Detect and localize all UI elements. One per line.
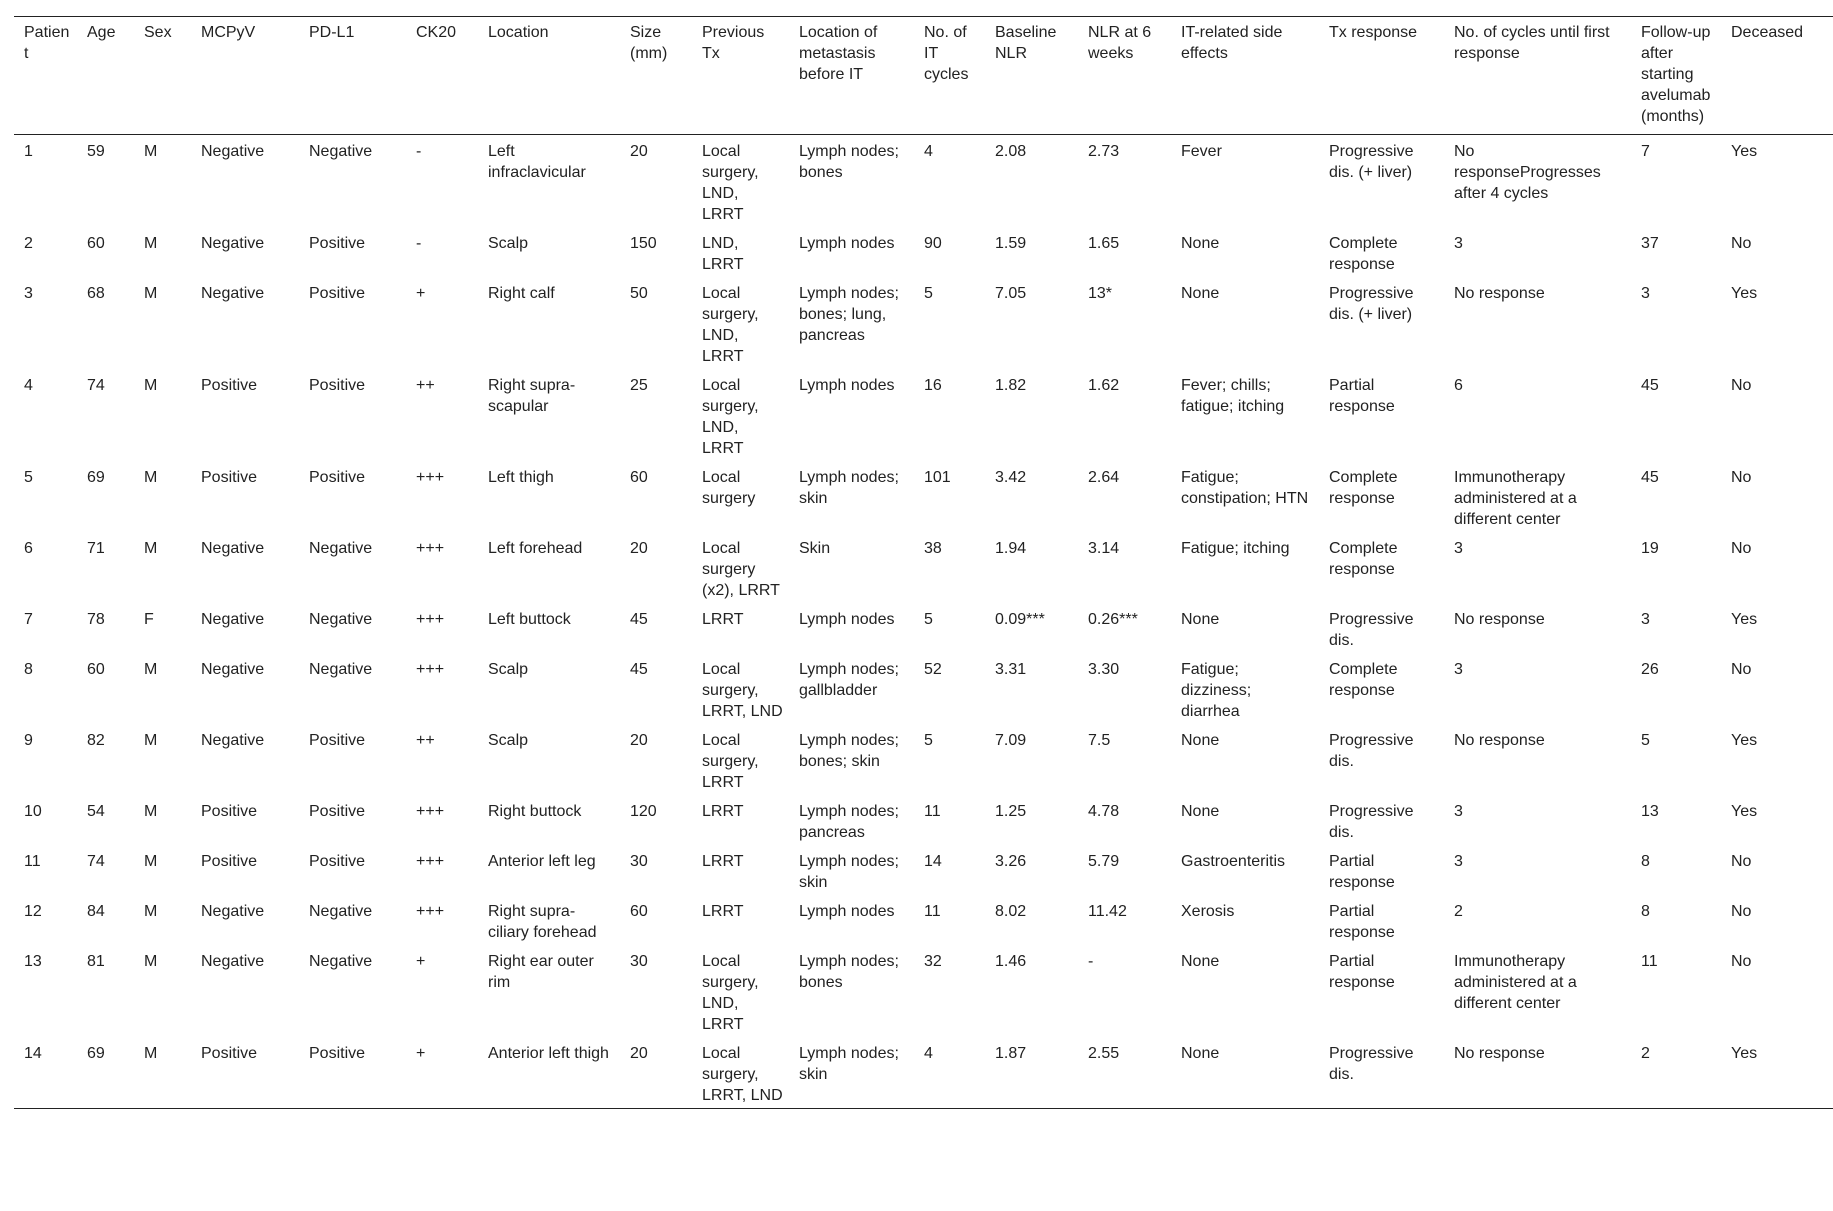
column-header-previous-tx: Previous Tx bbox=[702, 24, 765, 62]
table-cell-size: 20 bbox=[630, 540, 648, 557]
table-cell-deceased: Yes bbox=[1731, 285, 1758, 302]
table-cell-it-cycles: 52 bbox=[924, 661, 942, 678]
table-cell-pd-l1: Negative bbox=[309, 540, 373, 557]
table-cell-pd-l1: Negative bbox=[309, 903, 373, 920]
table-cell-it-cycles: 4 bbox=[924, 143, 933, 160]
table-cell-ck20: +++ bbox=[416, 611, 445, 628]
table-cell-size: 30 bbox=[630, 953, 648, 970]
table-cell-follow-up: 26 bbox=[1641, 661, 1659, 678]
table-cell-previous-tx: Local surgery, LND, LRRT bbox=[702, 143, 759, 223]
table-cell-cycles-first-response: 2 bbox=[1454, 903, 1463, 920]
table-cell-size: 60 bbox=[630, 903, 648, 920]
column-header-cycles-first-response: No. of cycles until first response bbox=[1454, 24, 1610, 62]
table-cell-patient: 14 bbox=[24, 1045, 42, 1062]
table-cell-pd-l1: Negative bbox=[309, 143, 373, 160]
table-cell-baseline-nlr: 3.31 bbox=[995, 661, 1027, 678]
table-cell-tx-response: Partial response bbox=[1329, 377, 1395, 415]
table-cell-age: 74 bbox=[87, 377, 105, 394]
table-cell-follow-up: 8 bbox=[1641, 853, 1650, 870]
table-cell-nlr-6-weeks: 4.78 bbox=[1088, 803, 1120, 820]
table-cell-baseline-nlr: 8.02 bbox=[995, 903, 1027, 920]
table-cell-metastasis-location: Lymph nodes; skin bbox=[799, 469, 899, 507]
table-cell-patient: 8 bbox=[24, 661, 33, 678]
table-cell-previous-tx: Local surgery, LND, LRRT bbox=[702, 377, 759, 457]
table-cell-baseline-nlr: 3.42 bbox=[995, 469, 1027, 486]
table-cell-location: Scalp bbox=[488, 732, 529, 749]
table-cell-ck20: + bbox=[416, 285, 426, 302]
table-row bbox=[14, 845, 1833, 895]
table-cell-previous-tx: Local surgery (x2), LRRT bbox=[702, 540, 780, 599]
table-cell-side-effects: Fever bbox=[1181, 143, 1222, 160]
table-cell-deceased: No bbox=[1731, 953, 1752, 970]
table-cell-deceased: Yes bbox=[1731, 143, 1758, 160]
table-cell-side-effects: Xerosis bbox=[1181, 903, 1235, 920]
table-cell-cycles-first-response: No response bbox=[1454, 285, 1545, 302]
table-cell-follow-up: 5 bbox=[1641, 732, 1650, 749]
patient-table-container bbox=[14, 16, 1833, 1109]
table-cell-mcpyv: Positive bbox=[201, 853, 258, 870]
table-cell-previous-tx: Local surgery, LRRT, LND bbox=[702, 1045, 783, 1104]
table-cell-side-effects: Gastroenteritis bbox=[1181, 853, 1286, 870]
table-cell-location: Left thigh bbox=[488, 469, 554, 486]
table-cell-side-effects: Fatigue; itching bbox=[1181, 540, 1290, 557]
table-cell-cycles-first-response: No responseProgresses after 4 cycles bbox=[1454, 143, 1601, 202]
table-cell-metastasis-location: Lymph nodes; skin bbox=[799, 1045, 899, 1083]
table-cell-cycles-first-response: 3 bbox=[1454, 661, 1463, 678]
table-cell-patient: 2 bbox=[24, 235, 33, 252]
table-cell-metastasis-location: Lymph nodes; gallbladder bbox=[799, 661, 899, 699]
table-cell-mcpyv: Negative bbox=[201, 732, 265, 749]
table-cell-size: 20 bbox=[630, 143, 648, 160]
column-header-location: Location bbox=[488, 24, 549, 41]
table-cell-age: 60 bbox=[87, 235, 105, 252]
table-cell-location: Right calf bbox=[488, 285, 555, 302]
table-cell-follow-up: 19 bbox=[1641, 540, 1659, 557]
table-cell-tx-response: Progressive dis. (+ liver) bbox=[1329, 285, 1414, 323]
table-cell-ck20: +++ bbox=[416, 903, 445, 920]
table-cell-deceased: No bbox=[1731, 469, 1752, 486]
table-cell-metastasis-location: Lymph nodes bbox=[799, 235, 895, 252]
table-cell-tx-response: Progressive dis. bbox=[1329, 803, 1414, 841]
table-cell-patient: 5 bbox=[24, 469, 33, 486]
table-cell-metastasis-location: Lymph nodes; pancreas bbox=[799, 803, 899, 841]
table-cell-baseline-nlr: 1.94 bbox=[995, 540, 1027, 557]
table-cell-baseline-nlr: 3.26 bbox=[995, 853, 1027, 870]
table-cell-metastasis-location: Lymph nodes; skin bbox=[799, 853, 899, 891]
table-row bbox=[14, 135, 1833, 228]
table-cell-mcpyv: Negative bbox=[201, 540, 265, 557]
table-cell-age: 69 bbox=[87, 1045, 105, 1062]
table-cell-patient: 12 bbox=[24, 903, 42, 920]
table-cell-baseline-nlr: 1.82 bbox=[995, 377, 1027, 394]
column-header-size: Size (mm) bbox=[630, 24, 668, 62]
table-cell-previous-tx: LRRT bbox=[702, 611, 744, 628]
table-cell-ck20: +++ bbox=[416, 540, 445, 557]
table-cell-mcpyv: Negative bbox=[201, 285, 265, 302]
table-cell-age: 59 bbox=[87, 143, 105, 160]
table-cell-mcpyv: Positive bbox=[201, 469, 258, 486]
table-cell-nlr-6-weeks: 2.73 bbox=[1088, 143, 1120, 160]
table-cell-tx-response: Partial response bbox=[1329, 903, 1395, 941]
column-header-ck20: CK20 bbox=[416, 24, 457, 41]
table-body bbox=[14, 135, 1833, 1109]
table-cell-metastasis-location: Lymph nodes; bones; lung, pancreas bbox=[799, 285, 899, 344]
table-cell-deceased: Yes bbox=[1731, 1045, 1758, 1062]
table-cell-baseline-nlr: 1.46 bbox=[995, 953, 1027, 970]
table-cell-mcpyv: Positive bbox=[201, 803, 258, 820]
table-cell-tx-response: Complete response bbox=[1329, 469, 1398, 507]
table-cell-mcpyv: Negative bbox=[201, 661, 265, 678]
table-cell-sex: M bbox=[144, 143, 158, 160]
table-row bbox=[14, 945, 1833, 1037]
table-cell-size: 60 bbox=[630, 469, 648, 486]
table-cell-side-effects: None bbox=[1181, 803, 1220, 820]
table-cell-sex: M bbox=[144, 732, 158, 749]
table-cell-side-effects: None bbox=[1181, 285, 1220, 302]
table-cell-baseline-nlr: 7.05 bbox=[995, 285, 1027, 302]
table-cell-size: 20 bbox=[630, 1045, 648, 1062]
table-cell-size: 45 bbox=[630, 611, 648, 628]
table-cell-location: Anterior left leg bbox=[488, 853, 596, 870]
table-cell-side-effects: None bbox=[1181, 1045, 1220, 1062]
table-cell-previous-tx: LRRT bbox=[702, 903, 744, 920]
table-cell-nlr-6-weeks: 2.64 bbox=[1088, 469, 1120, 486]
table-cell-pd-l1: Negative bbox=[309, 953, 373, 970]
table-cell-tx-response: Complete response bbox=[1329, 235, 1398, 273]
table-cell-baseline-nlr: 1.25 bbox=[995, 803, 1027, 820]
table-cell-tx-response: Progressive dis. bbox=[1329, 732, 1414, 770]
table-cell-previous-tx: Local surgery, LND, LRRT bbox=[702, 285, 759, 365]
table-cell-sex: M bbox=[144, 853, 158, 870]
table-cell-mcpyv: Negative bbox=[201, 235, 265, 252]
table-cell-it-cycles: 101 bbox=[924, 469, 951, 486]
table-cell-size: 25 bbox=[630, 377, 648, 394]
table-cell-sex: M bbox=[144, 953, 158, 970]
table-cell-it-cycles: 5 bbox=[924, 732, 933, 749]
table-cell-side-effects: None bbox=[1181, 732, 1220, 749]
table-cell-size: 45 bbox=[630, 661, 648, 678]
table-cell-it-cycles: 5 bbox=[924, 285, 933, 302]
table-cell-follow-up: 37 bbox=[1641, 235, 1659, 252]
column-header-age: Age bbox=[87, 24, 116, 41]
table-cell-previous-tx: LRRT bbox=[702, 853, 744, 870]
column-header-sex: Sex bbox=[144, 24, 172, 41]
table-cell-nlr-6-weeks: 2.55 bbox=[1088, 1045, 1120, 1062]
table-cell-metastasis-location: Lymph nodes; bones bbox=[799, 953, 899, 991]
table-cell-patient: 3 bbox=[24, 285, 33, 302]
table-cell-sex: M bbox=[144, 469, 158, 486]
table-cell-deceased: No bbox=[1731, 540, 1752, 557]
table-cell-ck20: +++ bbox=[416, 661, 445, 678]
table-cell-location: Anterior left thigh bbox=[488, 1045, 609, 1062]
table-cell-deceased: No bbox=[1731, 661, 1752, 678]
table-cell-ck20: +++ bbox=[416, 469, 445, 486]
table-cell-location: Right ear outer rim bbox=[488, 953, 594, 991]
table-cell-follow-up: 8 bbox=[1641, 903, 1650, 920]
table-cell-cycles-first-response: 3 bbox=[1454, 540, 1463, 557]
table-row bbox=[14, 895, 1833, 945]
table-cell-nlr-6-weeks: 1.65 bbox=[1088, 235, 1120, 252]
table-cell-side-effects: Fatigue; dizziness; diarrhea bbox=[1181, 661, 1252, 720]
table-cell-ck20: + bbox=[416, 1045, 426, 1062]
table-cell-side-effects: None bbox=[1181, 953, 1220, 970]
table-cell-age: 69 bbox=[87, 469, 105, 486]
table-cell-cycles-first-response: No response bbox=[1454, 1045, 1545, 1062]
table-cell-cycles-first-response: 6 bbox=[1454, 377, 1463, 394]
table-cell-previous-tx: LND, LRRT bbox=[702, 235, 744, 273]
table-cell-patient: 9 bbox=[24, 732, 33, 749]
table-cell-it-cycles: 11 bbox=[924, 803, 941, 820]
table-cell-deceased: Yes bbox=[1731, 803, 1758, 820]
table-cell-sex: M bbox=[144, 377, 158, 394]
table-cell-patient: 7 bbox=[24, 611, 33, 628]
table-cell-size: 150 bbox=[630, 235, 657, 252]
table-cell-nlr-6-weeks: 11.42 bbox=[1088, 903, 1127, 920]
table-cell-cycles-first-response: Immunotherapy administered at a different center bbox=[1454, 953, 1577, 1012]
table-cell-deceased: No bbox=[1731, 235, 1752, 252]
table-cell-pd-l1: Negative bbox=[309, 611, 373, 628]
table-cell-sex: M bbox=[144, 903, 158, 920]
patient-table bbox=[14, 16, 1833, 1109]
table-cell-baseline-nlr: 2.08 bbox=[995, 143, 1027, 160]
table-cell-previous-tx: Local surgery, LRRT, LND bbox=[702, 661, 783, 720]
table-cell-nlr-6-weeks: 5.79 bbox=[1088, 853, 1120, 870]
table-cell-ck20: +++ bbox=[416, 853, 445, 870]
table-cell-side-effects: Fever; chills; fatigue; itching bbox=[1181, 377, 1285, 415]
table-cell-age: 60 bbox=[87, 661, 105, 678]
table-cell-location: Left buttock bbox=[488, 611, 571, 628]
table-cell-nlr-6-weeks: 13* bbox=[1088, 285, 1113, 302]
table-cell-pd-l1: Positive bbox=[309, 803, 366, 820]
table-cell-mcpyv: Negative bbox=[201, 903, 265, 920]
column-header-pd-l1: PD-L1 bbox=[309, 24, 355, 41]
table-cell-age: 81 bbox=[87, 953, 105, 970]
table-cell-tx-response: Partial response bbox=[1329, 953, 1395, 991]
table-cell-metastasis-location: Lymph nodes bbox=[799, 377, 895, 394]
table-cell-pd-l1: Positive bbox=[309, 853, 366, 870]
table-header-row bbox=[14, 17, 1833, 135]
column-header-side-effects: IT-related side effects bbox=[1181, 24, 1283, 62]
column-header-metastasis-location: Location of metastasis before IT bbox=[799, 24, 878, 83]
table-cell-age: 74 bbox=[87, 853, 105, 870]
table-cell-metastasis-location: Lymph nodes bbox=[799, 903, 895, 920]
table-cell-it-cycles: 14 bbox=[924, 853, 942, 870]
table-cell-pd-l1: Positive bbox=[309, 1045, 366, 1062]
table-row bbox=[14, 277, 1833, 369]
table-cell-location: Scalp bbox=[488, 661, 529, 678]
table-cell-nlr-6-weeks: - bbox=[1088, 953, 1094, 970]
table-cell-patient: 6 bbox=[24, 540, 33, 557]
table-cell-it-cycles: 11 bbox=[924, 903, 941, 920]
table-cell-sex: M bbox=[144, 1045, 158, 1062]
table-cell-nlr-6-weeks: 0.26*** bbox=[1088, 611, 1138, 628]
table-cell-mcpyv: Negative bbox=[201, 611, 265, 628]
table-cell-sex: M bbox=[144, 803, 158, 820]
column-header-mcpyv: MCPyV bbox=[201, 24, 256, 41]
table-cell-tx-response: Progressive dis. bbox=[1329, 611, 1414, 649]
table-cell-side-effects: None bbox=[1181, 611, 1220, 628]
table-cell-metastasis-location: Lymph nodes bbox=[799, 611, 895, 628]
table-cell-ck20: - bbox=[416, 235, 422, 252]
table-cell-follow-up: 3 bbox=[1641, 611, 1650, 628]
table-cell-follow-up: 11 bbox=[1641, 953, 1658, 970]
table-cell-cycles-first-response: 3 bbox=[1454, 235, 1463, 252]
table-cell-it-cycles: 32 bbox=[924, 953, 942, 970]
table-cell-baseline-nlr: 7.09 bbox=[995, 732, 1027, 749]
column-header-it-cycles: No. of IT cycles bbox=[924, 24, 969, 83]
table-cell-ck20: +++ bbox=[416, 803, 445, 820]
table-cell-patient: 1 bbox=[24, 143, 33, 160]
table-cell-location: Left forehead bbox=[488, 540, 583, 557]
table-cell-previous-tx: Local surgery, LRRT bbox=[702, 732, 759, 791]
table-cell-nlr-6-weeks: 1.62 bbox=[1088, 377, 1120, 394]
table-cell-follow-up: 2 bbox=[1641, 1045, 1650, 1062]
table-row bbox=[14, 724, 1833, 795]
table-cell-follow-up: 45 bbox=[1641, 377, 1659, 394]
table-cell-cycles-first-response: No response bbox=[1454, 611, 1545, 628]
table-row bbox=[14, 369, 1833, 461]
table-cell-sex: M bbox=[144, 235, 158, 252]
table-cell-nlr-6-weeks: 3.30 bbox=[1088, 661, 1120, 678]
table-cell-age: 78 bbox=[87, 611, 105, 628]
table-cell-sex: M bbox=[144, 285, 158, 302]
table-cell-baseline-nlr: 1.87 bbox=[995, 1045, 1027, 1062]
table-cell-mcpyv: Positive bbox=[201, 377, 258, 394]
table-cell-deceased: No bbox=[1731, 377, 1752, 394]
table-cell-deceased: No bbox=[1731, 903, 1752, 920]
table-cell-mcpyv: Positive bbox=[201, 1045, 258, 1062]
column-header-baseline-nlr: Baseline NLR bbox=[995, 24, 1057, 62]
table-cell-size: 120 bbox=[630, 803, 657, 820]
table-cell-side-effects: None bbox=[1181, 235, 1220, 252]
table-cell-tx-response: Progressive dis. (+ liver) bbox=[1329, 143, 1414, 181]
table-cell-tx-response: Partial response bbox=[1329, 853, 1395, 891]
table-cell-previous-tx: Local surgery bbox=[702, 469, 756, 507]
table-cell-size: 30 bbox=[630, 853, 648, 870]
table-cell-follow-up: 7 bbox=[1641, 143, 1650, 160]
table-cell-mcpyv: Negative bbox=[201, 143, 265, 160]
table-cell-patient: 10 bbox=[24, 803, 42, 820]
column-header-nlr-6-weeks: NLR at 6 weeks bbox=[1088, 24, 1152, 62]
table-cell-sex: F bbox=[144, 611, 154, 628]
table-cell-follow-up: 45 bbox=[1641, 469, 1659, 486]
column-header-follow-up: Follow-up after starting avelumab (months) bbox=[1641, 24, 1711, 125]
table-cell-deceased: Yes bbox=[1731, 732, 1758, 749]
table-cell-ck20: - bbox=[416, 143, 422, 160]
table-cell-nlr-6-weeks: 7.5 bbox=[1088, 732, 1111, 749]
column-header-patient: Patient bbox=[24, 24, 70, 62]
table-cell-location: Left infraclavicular bbox=[488, 143, 586, 181]
table-cell-mcpyv: Negative bbox=[201, 953, 265, 970]
table-cell-it-cycles: 5 bbox=[924, 611, 933, 628]
table-cell-tx-response: Complete response bbox=[1329, 661, 1398, 699]
table-row bbox=[14, 653, 1833, 724]
table-cell-location: Scalp bbox=[488, 235, 529, 252]
table-cell-tx-response: Progressive dis. bbox=[1329, 1045, 1414, 1083]
table-cell-size: 50 bbox=[630, 285, 648, 302]
table-cell-metastasis-location: Skin bbox=[799, 540, 831, 557]
column-header-deceased: Deceased bbox=[1731, 24, 1804, 41]
table-cell-metastasis-location: Lymph nodes; bones bbox=[799, 143, 899, 181]
table-cell-age: 82 bbox=[87, 732, 105, 749]
table-cell-metastasis-location: Lymph nodes; bones; skin bbox=[799, 732, 899, 770]
table-cell-ck20: + bbox=[416, 953, 426, 970]
table-cell-cycles-first-response: No response bbox=[1454, 732, 1545, 749]
table-cell-sex: M bbox=[144, 540, 158, 557]
table-cell-pd-l1: Positive bbox=[309, 377, 366, 394]
table-cell-pd-l1: Positive bbox=[309, 235, 366, 252]
column-header-tx-response: Tx response bbox=[1329, 24, 1418, 41]
table-cell-baseline-nlr: 0.09*** bbox=[995, 611, 1045, 628]
table-row bbox=[14, 1037, 1833, 1109]
table-cell-location: Right supra-ciliary forehead bbox=[488, 903, 597, 941]
table-cell-cycles-first-response: 3 bbox=[1454, 853, 1463, 870]
table-row bbox=[14, 461, 1833, 532]
table-cell-patient: 13 bbox=[24, 953, 42, 970]
table-cell-pd-l1: Positive bbox=[309, 732, 366, 749]
table-cell-follow-up: 13 bbox=[1641, 803, 1659, 820]
table-cell-it-cycles: 16 bbox=[924, 377, 942, 394]
table-cell-sex: M bbox=[144, 661, 158, 678]
table-cell-deceased: No bbox=[1731, 853, 1752, 870]
table-cell-age: 71 bbox=[87, 540, 105, 557]
table-cell-nlr-6-weeks: 3.14 bbox=[1088, 540, 1120, 557]
table-cell-age: 84 bbox=[87, 903, 105, 920]
table-cell-baseline-nlr: 1.59 bbox=[995, 235, 1027, 252]
table-row bbox=[14, 227, 1833, 277]
table-row bbox=[14, 532, 1833, 603]
table-cell-age: 54 bbox=[87, 803, 105, 820]
table-cell-location: Right buttock bbox=[488, 803, 582, 820]
table-cell-tx-response: Complete response bbox=[1329, 540, 1398, 578]
table-row bbox=[14, 795, 1833, 845]
table-cell-age: 68 bbox=[87, 285, 105, 302]
table-cell-ck20: ++ bbox=[416, 732, 435, 749]
table-cell-patient: 4 bbox=[24, 377, 33, 394]
table-cell-cycles-first-response: Immunotherapy administered at a different center bbox=[1454, 469, 1577, 528]
table-row bbox=[14, 603, 1833, 653]
table-cell-cycles-first-response: 3 bbox=[1454, 803, 1463, 820]
table-cell-pd-l1: Positive bbox=[309, 469, 366, 486]
table-cell-previous-tx: LRRT bbox=[702, 803, 744, 820]
table-cell-ck20: ++ bbox=[416, 377, 435, 394]
table-cell-deceased: Yes bbox=[1731, 611, 1758, 628]
table-cell-it-cycles: 90 bbox=[924, 235, 942, 252]
table-cell-follow-up: 3 bbox=[1641, 285, 1650, 302]
table-cell-pd-l1: Negative bbox=[309, 661, 373, 678]
table-cell-pd-l1: Positive bbox=[309, 285, 366, 302]
table-cell-it-cycles: 4 bbox=[924, 1045, 933, 1062]
table-cell-patient: 11 bbox=[24, 853, 41, 870]
table-cell-previous-tx: Local surgery, LND, LRRT bbox=[702, 953, 759, 1033]
table-cell-size: 20 bbox=[630, 732, 648, 749]
table-cell-location: Right supra-scapular bbox=[488, 377, 576, 415]
table-cell-side-effects: Fatigue; constipation; HTN bbox=[1181, 469, 1309, 507]
table-cell-it-cycles: 38 bbox=[924, 540, 942, 557]
